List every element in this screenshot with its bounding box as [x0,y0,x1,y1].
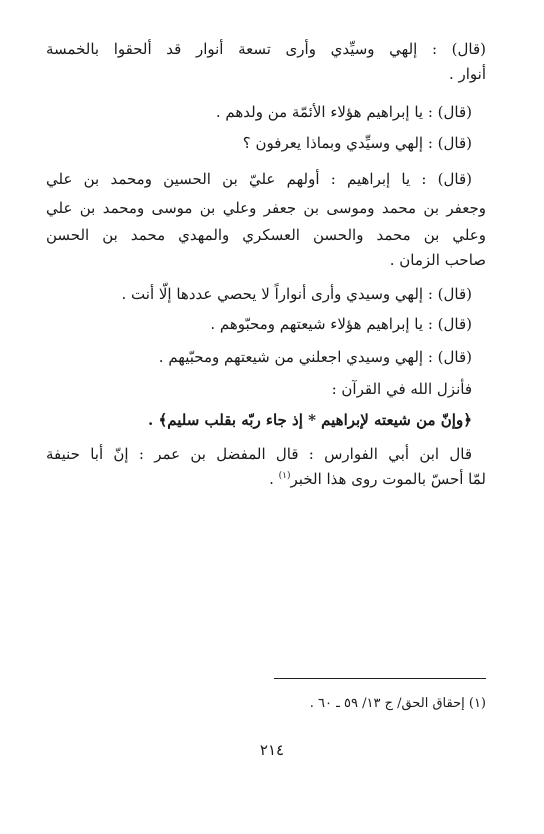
text-line-7: وعلي بن محمد والحسن العسكري والمهدي محمد بن الحسن [46,226,486,244]
page-number: ٢١٤ [259,741,285,759]
text-line-11: (قال) : إلهي وسيدي اجعلني من شيعتهم ومحبّيهم . [158,348,472,366]
text-line-12: فأنزل الله في القرآن : [331,380,472,398]
text-line-9: (قال) : إلهي وسيدي وأرى أنواراً لا يحصي عددها إلّا أنت . [121,285,472,303]
text-line-5: (قال) : يا إبراهيم : أولهم عليّ بن الحسين ومحمد بن علي [46,170,472,188]
text-line-10: (قال) : يا إبراهيم هؤلاء شيعتهم ومحبّوهم . [210,315,472,333]
footnote-marker[interactable]: (١) [278,471,291,481]
text-line-3: (قال) : يا إبراهيم هؤلاء الأئمّة من ولدهم . [215,103,472,121]
footnote-divider [274,678,486,679]
text-line-6: وجعفر بن محمد وموسى بن جعفر وعلي بن موسى ومحمد بن علي [46,199,486,217]
text-line-4: (قال) : إلهي وسيِّدي وبماذا يعرفون ؟ [242,134,472,152]
text-line-1: (قال) : إلهي وسيِّدي وأرى تسعة أنوار قد ألحقوا بالخمسة [46,40,486,58]
quran-verse: ﴿وإنّ من شيعته لإبراهيم * إذ جاء ربّه بقلب سليم﴾ . [148,411,472,429]
text-line-2: أنوار . [448,65,486,83]
text-line-8: صاحب الزمان . [389,251,486,269]
footnote: (١) إحقاق الحق/ ج ١٣/ ٥٩ ـ ٦٠ . [309,696,486,711]
text-line-15-body: لمّا أحسّ بالموت روى هذا الخبر [290,470,486,488]
text-line-15-end: . [269,470,279,488]
text-line-15 [46,468,486,490]
text-line-14: قال ابن أبي الفوارس : قال المفضل بن عمر : إنّ أبا حنيفة [46,445,472,463]
